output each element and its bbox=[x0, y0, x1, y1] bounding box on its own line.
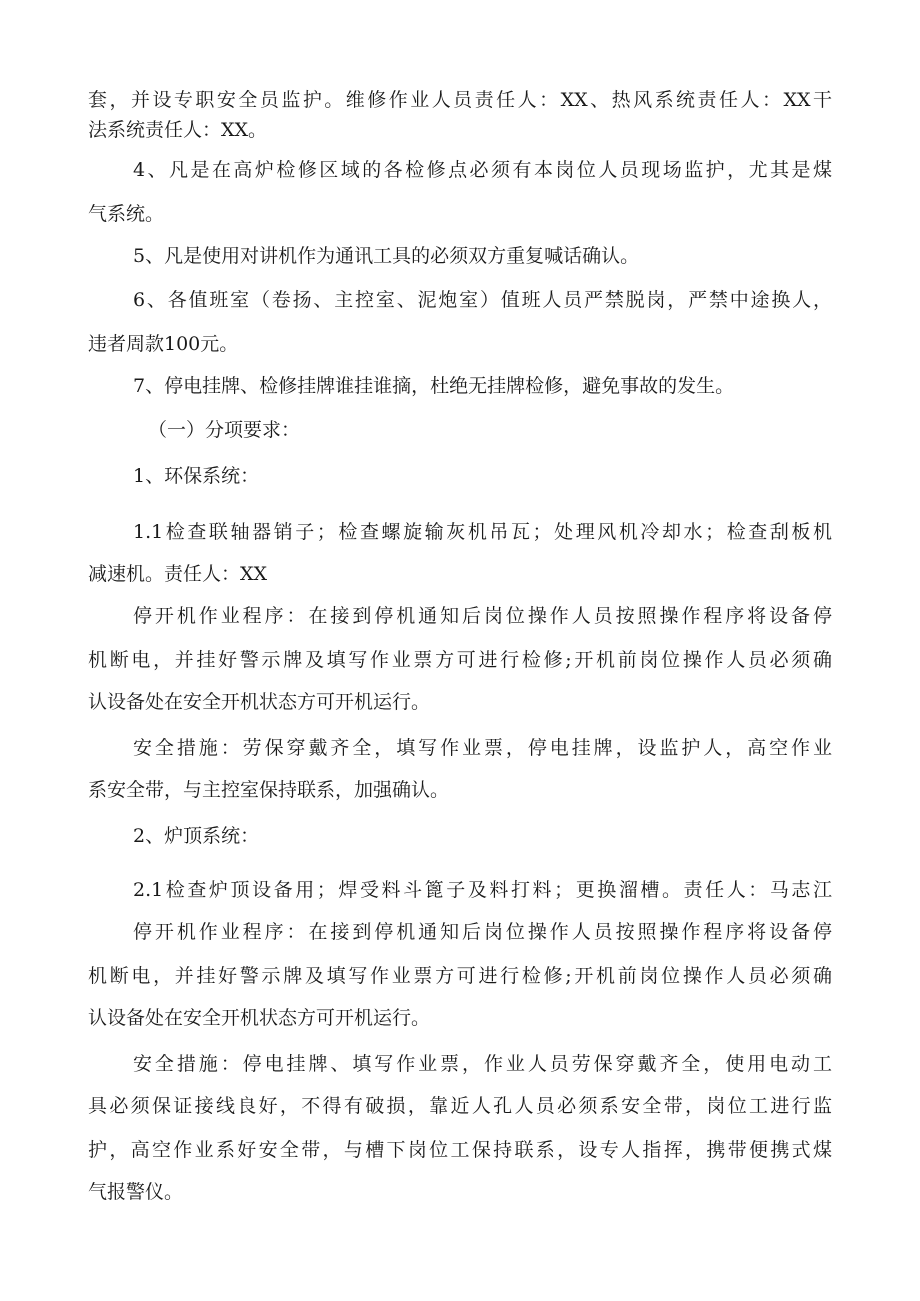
text-line: 具必须保证接线良好，不得有破损，靠近人孔人员必须系安全带，岗位工进行监 bbox=[88, 1095, 832, 1117]
text-line: 4、凡是在高炉检修区域的各检修点必须有本岗位人员现场监护，尤其是煤 bbox=[133, 159, 832, 181]
text-line: 认设备处在安全开机状态方可开机运行。 bbox=[88, 1007, 431, 1029]
text-line: 2.1检查炉顶设备用；焊受料斗篦子及料打料；更换溜槽。责任人：马志江 bbox=[133, 879, 832, 901]
section-heading: 1、环保系统： bbox=[133, 465, 260, 487]
text-line: 1.1检查联轴器销子；检查螺旋输灰机吊瓦；处理风机冷却水；检查刮板机 bbox=[133, 521, 832, 543]
text-line: 安全措施：停电挂牌、填写作业票，作业人员劳保穿戴齐全，使用电动工 bbox=[133, 1053, 832, 1075]
text-line: 停开机作业程序：在接到停机通知后岗位操作人员按照操作程序将设备停 bbox=[133, 605, 832, 627]
text-line: 违者周款100元。 bbox=[88, 333, 239, 355]
text-line: 减速机。责任人：XX bbox=[88, 563, 268, 585]
text-line: 法系统责任人：XX。 bbox=[88, 119, 268, 141]
section-heading: 2、炉顶系统： bbox=[133, 825, 260, 847]
text-line: 认设备处在安全开机状态方可开机运行。 bbox=[88, 691, 431, 713]
text-line: 气系统。 bbox=[88, 203, 165, 225]
text-line: 安全措施：劳保穿戴齐全，填写作业票，停电挂牌，设监护人，高空作业 bbox=[133, 737, 832, 759]
text-line: 7、停电挂牌、检修挂牌谁挂谁摘，杜绝无挂牌检修，避免事故的发生。 bbox=[133, 375, 735, 397]
text-line: 机断电，并挂好警示牌及填写作业票方可进行检修;开机前岗位操作人员必须确 bbox=[88, 649, 832, 671]
text-line: 机断电，并挂好警示牌及填写作业票方可进行检修;开机前岗位操作人员必须确 bbox=[88, 965, 832, 987]
text-line: 停开机作业程序：在接到停机通知后岗位操作人员按照操作程序将设备停 bbox=[133, 921, 832, 943]
text-line: 护，高空作业系好安全带，与槽下岗位工保持联系，设专人指挥，携带便携式煤 bbox=[88, 1139, 832, 1161]
text-line: 套，并设专职安全员监护。维修作业人员责任人：XX、热风系统责任人：XX干 bbox=[88, 89, 832, 111]
text-line: 气报警仪。 bbox=[88, 1181, 184, 1203]
text-line: 系安全带，与主控室保持联系，加强确认。 bbox=[88, 779, 450, 801]
section-heading: （一）分项要求： bbox=[148, 419, 301, 441]
text-line: 6、各值班室（卷扬、主控室、泥炮室）值班人员严禁脱岗，严禁中途换人， bbox=[133, 289, 832, 311]
text-line: 5、凡是使用对讲机作为通讯工具的必须双方重复喊话确认。 bbox=[133, 245, 640, 267]
